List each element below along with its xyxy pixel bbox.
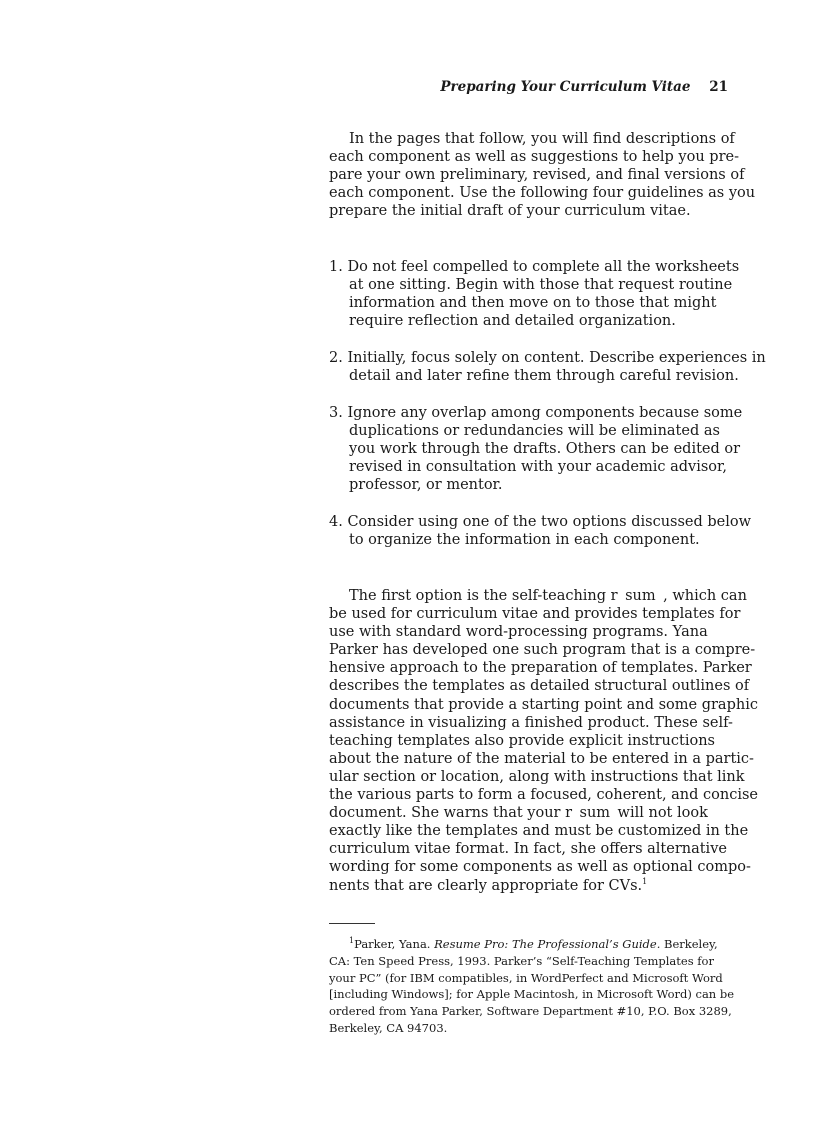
text-line: use with standard word-processing programs. Yana — [329, 624, 708, 641]
text-line: describes the templates as detailed structural outlines of — [329, 678, 750, 695]
footnote-reference: 1 — [642, 876, 648, 886]
guideline-item-1 — [329, 258, 740, 330]
footnote-line: your PC” (for IBM compatibles, in WordPerfect and Microsoft Word — [329, 970, 723, 985]
text-line: you work through the drafts. Others can be edited or — [349, 441, 741, 458]
guideline-item-3 — [329, 404, 743, 494]
text-line: hensive approach to the preparation of templates. Parker — [329, 660, 752, 677]
text-line: be used for curriculum vitae and provides templates for — [329, 606, 741, 623]
footnote-line: [including Windows]; for Apple Macintosh, in Microsoft Word) can be — [329, 987, 735, 1002]
text-line: ular section or location, along with instructions that link — [329, 768, 745, 785]
running-header-title: Preparing Your Curriculum Vitae — [440, 79, 691, 95]
text-line: Parker has developed one such program that is a compre- — [329, 642, 756, 659]
text-line: each component as well as suggestions to help you pre- — [329, 149, 739, 166]
text-line: The first option is the self-teaching r sum , which can — [349, 588, 747, 604]
text-line: about the nature of the material to be entered in a partic- — [329, 750, 754, 767]
text-line: wording for some components as well as optional compo- — [329, 859, 751, 876]
guideline-item-4 — [329, 513, 752, 549]
text-line: detail and later refine them through careful revision. — [349, 368, 739, 385]
footnote-line: ordered from Yana Parker, Software Department #10, P.O. Box 3289, — [329, 1004, 732, 1019]
intro-paragraph — [329, 130, 756, 220]
text-line: exactly like the templates and must be customized in the — [329, 823, 749, 840]
running-header — [440, 79, 728, 95]
text-line-content: nents that are clearly appropriate for CVs. — [329, 877, 643, 894]
text-line: 2. Initially, focus solely on content. Describe experiences in — [329, 350, 766, 366]
text-line: document. She warns that your r sum will not look — [329, 805, 708, 822]
text-line: curriculum vitae format. In fact, she offers alternative — [329, 841, 727, 858]
text-line: duplications or redundancies will be eliminated as — [349, 423, 720, 440]
text-line — [329, 877, 728, 895]
text-line: assistance in visualizing a finished product. These self- — [329, 714, 733, 731]
text-line: require reflection and detailed organization. — [349, 313, 676, 330]
text-line: at one sitting. Begin with those that request routine — [349, 277, 733, 294]
text-line: information and then move on to those that might — [349, 295, 717, 312]
text-line: to organize the information in each component. — [349, 532, 700, 549]
footnote-line — [329, 936, 728, 953]
text-line: 3. Ignore any overlap among components because some — [329, 405, 743, 421]
text-line: documents that provide a starting point and some graphic — [329, 696, 758, 713]
footnote-author: Parker, Yana. — [354, 937, 435, 951]
footnote-city: Berkeley, — [660, 937, 718, 951]
text-line: teaching templates also provide explicit instructions — [329, 732, 715, 749]
text-line: revised in consultation with your academic advisor, — [349, 459, 727, 476]
text-line: 1. Do not feel compelled to complete all the worksheets — [329, 259, 740, 275]
text-line: the various parts to form a focused, coherent, and concise — [329, 787, 759, 804]
text-line: 4. Consider using one of the two options discussed below — [329, 514, 752, 530]
text-line: prepare the initial draft of your curriculum vitae. — [329, 203, 691, 220]
footnote-marker: 1 — [349, 936, 355, 946]
footnote — [329, 936, 735, 1037]
text-line: each component. Use the following four guidelines as you — [329, 185, 756, 202]
footnote-book-title: Resume Pro: The Professional’s Guide. — [434, 937, 661, 951]
text-line: pare your own preliminary, revised, and final versions of — [329, 167, 745, 184]
text-line: In the pages that follow, you will find descriptions of — [349, 131, 735, 147]
footnote-line: Berkeley, CA 94703. — [329, 1020, 448, 1035]
text-line: professor, or mentor. — [349, 477, 503, 494]
body-paragraph — [329, 587, 759, 895]
footnote-divider — [329, 923, 375, 924]
guideline-item-2 — [329, 349, 766, 385]
footnote-line: CA: Ten Speed Press, 1993. Parker’s “Self-Teaching Templates for — [329, 953, 714, 968]
page-number: 21 — [709, 79, 728, 95]
